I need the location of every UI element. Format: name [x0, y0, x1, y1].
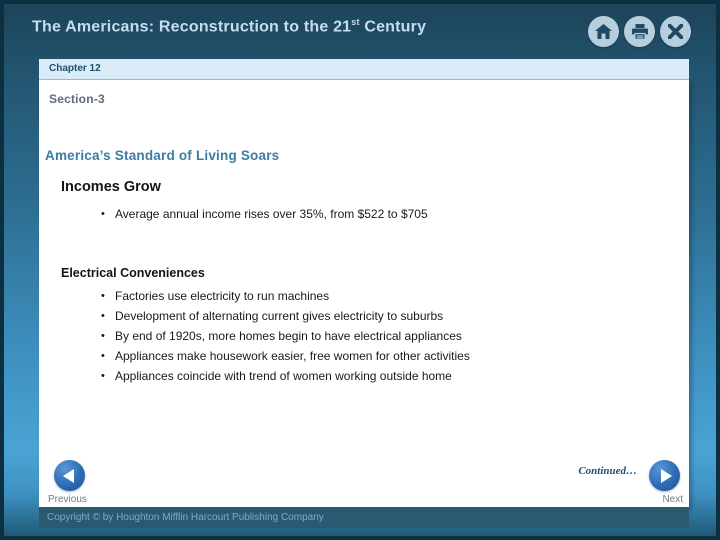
app-title-superscript: st — [351, 17, 360, 27]
close-icon — [668, 24, 683, 39]
chapter-bar — [39, 59, 689, 80]
arrow-right-icon — [661, 469, 672, 483]
chapter-label: Chapter 12 — [49, 63, 101, 74]
bullet-item: • Appliances coincide with trend of women working outside home — [99, 366, 470, 386]
bullet-item: • Factories use electricity to run machines — [99, 286, 470, 306]
close-button[interactable] — [660, 16, 691, 47]
previous-button[interactable] — [54, 460, 85, 491]
copyright-text: Copyright © by Houghton Mifflin Harcourt Publishing Company — [47, 512, 324, 523]
bullet-list-electrical — [99, 286, 470, 386]
home-button[interactable] — [588, 16, 619, 47]
print-button[interactable] — [624, 16, 655, 47]
section-label: Section-3 — [49, 92, 105, 106]
printer-icon — [632, 24, 648, 40]
app-title — [32, 17, 426, 36]
group-heading-electrical-conveniences: Electrical Conveniences — [61, 266, 205, 280]
arrow-left-icon — [63, 469, 74, 483]
bullet-list-incomes — [99, 204, 428, 224]
app-title-main: The Americans: Reconstruction to the 21 — [32, 18, 352, 36]
bullet-item: • Average annual income rises over 35%, from $522 to $705 — [99, 204, 428, 224]
slide-title: America’s Standard of Living Soars — [45, 148, 280, 163]
app-title-tail: Century — [359, 18, 427, 36]
next-button[interactable] — [649, 460, 680, 491]
continued-label: Continued… — [578, 465, 637, 477]
next-label: Next — [662, 494, 683, 505]
bullet-item: • Appliances make housework easier, free women for other activities — [99, 346, 470, 366]
bullet-item: • Development of alternating current gives electricity to suburbs — [99, 306, 470, 326]
group-heading-incomes-grow: Incomes Grow — [61, 179, 161, 195]
bullet-item: • By end of 1920s, more homes begin to have electrical appliances — [99, 326, 470, 346]
home-icon — [595, 24, 612, 39]
copyright-bar — [39, 507, 689, 528]
previous-label: Previous — [48, 494, 87, 505]
slide-content — [39, 80, 689, 507]
